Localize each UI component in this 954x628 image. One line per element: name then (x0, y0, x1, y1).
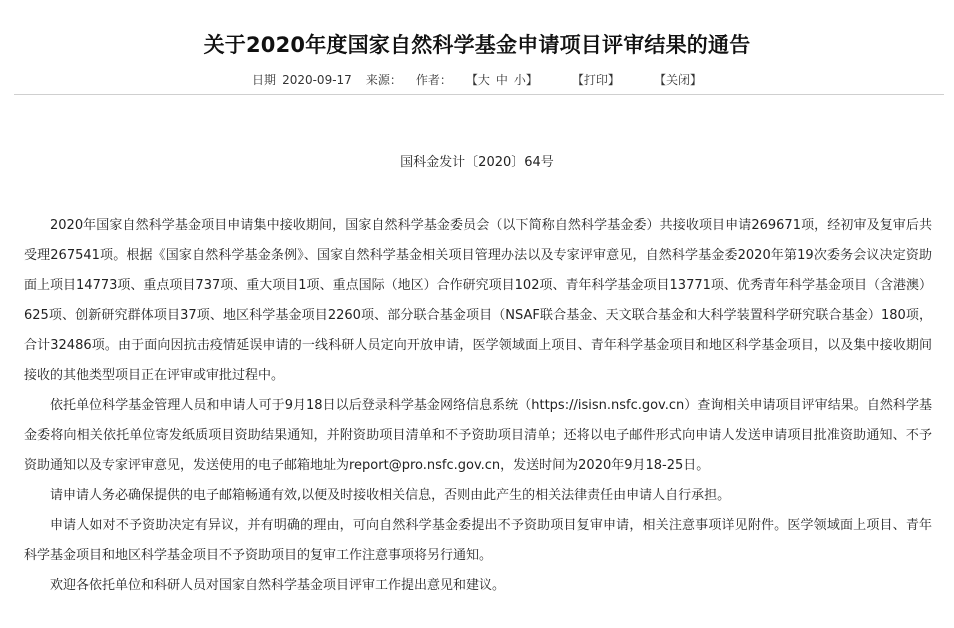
font-size-close-bracket: 】 (525, 73, 538, 87)
document-number: 国科金发计〔2020〕64号 (400, 155, 554, 170)
paragraph-1: 2020年国家自然科学基金项目申请集中接收期间，国家自然科学基金委员会（以下简称自然科学基金委）共接收项目申请269671项，经初审及复审后共受理267541项。根据《国家自然科学基金条例》、国家自然科学基金相关项目管理办法以及专家评审意见，自然科学基金委2020年第19次委务会议决定资助面上项目14773项、重点项目737项、重大项目1项、重点国际（地区）合作研究项目102项、青年科学基金项目13771项、优秀青年科学基金项目（含港澳）625项、创新研究群体项目37项、地区科学基金项目2260项、部分联合基金项目（NSAF联合基金、天文联合基金和大科学装置科学研究联合基金）180项，合计32486项。由于面向因抗击疫情延误申请的一线科研人员定向开放申请，医学领域面上项目、青年科学基金项目和地区科学基金项目，以及集中接收期间接收的其他类型项目正在评审或审批过程中。 (24, 218, 932, 383)
font-size-small-link[interactable]: 小 (513, 73, 526, 87)
font-size-large-link[interactable]: 大 (477, 73, 490, 87)
author-label: 作者： (415, 73, 452, 87)
paragraph-2: 依托单位科学基金管理人员和申请人可于9月18日以后登录科学基金网络信息系统（https://isisn.nsfc.gov.cn）查询相关申请项目评审结果。自然科学基金委将向相关依托单位寄发纸质项目资助结果通知，并附资助项目清单和不予资助项目清单；还将以电子邮件形式向申请人发送申请项目批准资助通知、不予资助通知以及专家评审意见，发送使用的电子邮箱地址为report@pro.nsfc.gov.cn，发送时间为2020年9月18-25日。 (24, 398, 932, 473)
header-divider (14, 94, 944, 95)
paragraph-4: 申请人如对不予资助决定有异议，并有明确的理由，可向自然科学基金委提出不予资助项目复审申请，相关注意事项详见附件。医学领域面上项目、青年科学基金项目和地区科学基金项目不予资助项目的复审工作注意事项将另行通知。 (24, 518, 932, 563)
page-title: 关于2020年度国家自然科学基金申请项目评审结果的通告 (203, 33, 751, 57)
source-label: 来源： (365, 73, 402, 87)
article-body (24, 211, 932, 601)
font-size-open-bracket: 【 (465, 73, 478, 87)
publish-date: 2020-09-17 (282, 73, 352, 87)
paragraph-3: 请申请人务必确保提供的电子邮箱畅通有效,以便及时接收相关信息，否则由此产生的相关法律责任由申请人自行承担。 (50, 488, 731, 503)
date-label: 日期 (252, 73, 277, 87)
print-link[interactable]: 【打印】 (571, 73, 620, 87)
paragraph-5: 欢迎各依托单位和科研人员对国家自然科学基金项目评审工作提出意见和建议。 (50, 578, 506, 593)
font-size-medium-link[interactable]: 中 (495, 73, 508, 87)
article-meta-bar (0, 68, 954, 92)
close-link[interactable]: 【关闭】 (653, 73, 702, 87)
